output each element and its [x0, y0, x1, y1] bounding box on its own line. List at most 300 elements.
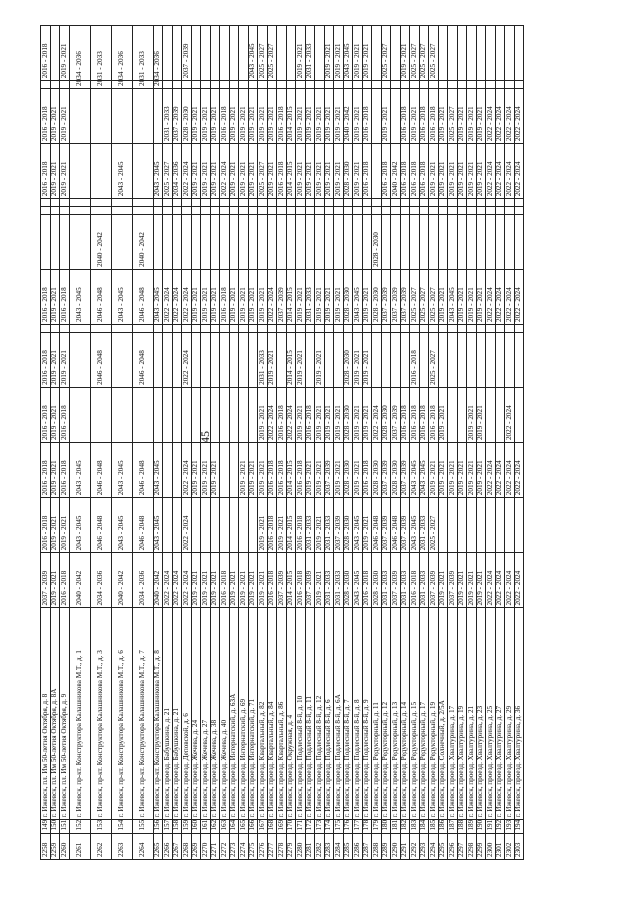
period-cell	[381, 325, 391, 333]
period-cell	[229, 443, 239, 498]
row-number-cell: 2290	[391, 833, 401, 859]
sub-number-cell: 159	[182, 820, 192, 833]
period-cell: 2031 - 2033	[419, 498, 429, 553]
period-cell: 2022 - 2024	[220, 144, 230, 199]
address-cell: г. Ижевск, проезд. Редукторный, д. 11	[372, 608, 382, 820]
period-cell	[296, 214, 306, 269]
period-cell: 2031 - 2033	[90, 81, 111, 89]
period-cell	[362, 206, 372, 214]
period-cell	[277, 214, 287, 269]
period-cell: 2019 - 2021	[60, 498, 70, 553]
period-cell: 2019 - 2021	[229, 553, 239, 608]
period-cell: 2016 - 2018	[60, 553, 70, 608]
sub-number-cell: 156	[153, 820, 163, 833]
period-cell	[172, 214, 182, 269]
period-cell: 2025 - 2027	[429, 269, 439, 324]
period-cell: 2034 - 2036	[153, 81, 163, 89]
sub-number-cell: 170	[286, 820, 296, 833]
period-cell	[391, 325, 401, 333]
period-cell: 2022 - 2024	[514, 88, 524, 143]
period-cell: 2040 - 2042	[343, 88, 353, 143]
period-cell: 2022 - 2024	[495, 553, 505, 608]
period-cell: 2031 - 2033	[305, 498, 315, 553]
table-row	[163, 26, 173, 860]
period-cell	[220, 26, 230, 81]
period-cell: 2031 - 2033	[419, 553, 429, 608]
period-cell	[495, 206, 505, 214]
period-cell: 2028 - 2030	[372, 269, 382, 324]
period-cell: 2046 - 2048	[132, 269, 153, 324]
period-cell: 2022 - 2024	[182, 144, 192, 199]
period-cell	[220, 332, 230, 387]
period-cell	[400, 199, 410, 207]
address-cell: г. Ижевск, проезд. Жечева, д. 24	[191, 608, 201, 820]
period-cell	[220, 387, 230, 442]
period-cell: 2022 - 2024	[486, 88, 496, 143]
period-cell	[153, 199, 163, 207]
row-number-cell: 2274	[239, 833, 249, 859]
row-number-cell: 2294	[429, 833, 439, 859]
period-cell: 2016 - 2018	[410, 144, 420, 199]
period-cell: 2034 - 2036	[111, 81, 132, 89]
period-cell: 2019 - 2021	[324, 88, 334, 143]
table-row	[391, 26, 401, 860]
period-cell: 2016 - 2018	[429, 88, 439, 143]
period-cell: 2019 - 2021	[296, 26, 306, 81]
period-cell: 2019 - 2021	[210, 553, 220, 608]
table-row	[172, 26, 182, 860]
table-row	[400, 26, 410, 860]
period-cell: 2016 - 2018	[60, 269, 70, 324]
period-cell	[220, 81, 230, 89]
period-cell	[153, 214, 163, 269]
period-cell: 2043 - 2045	[153, 443, 163, 498]
address-cell: г. Ижевск, проезд. Подлесный 8-й, д. 8	[353, 608, 363, 820]
table-row	[381, 26, 391, 860]
period-cell	[343, 206, 353, 214]
period-cell	[343, 325, 353, 333]
sub-number-cell: 187	[448, 820, 458, 833]
period-cell: 2046 - 2048	[372, 498, 382, 553]
period-cell	[362, 199, 372, 207]
period-cell: 2037 - 2039	[41, 553, 51, 608]
period-cell: 2019 - 2021	[239, 443, 249, 498]
sub-number-cell: 172	[305, 820, 315, 833]
period-cell: 2016 - 2018	[429, 387, 439, 442]
period-cell	[400, 81, 410, 89]
period-cell	[400, 214, 410, 269]
period-cell: 2043 - 2045	[343, 26, 353, 81]
row-number-cell: 2259	[50, 833, 60, 859]
period-cell	[258, 81, 268, 89]
period-cell	[69, 199, 90, 207]
period-cell: 2016 - 2018	[60, 443, 70, 498]
period-cell: 2043 - 2045	[410, 443, 420, 498]
table-row	[41, 26, 51, 860]
period-cell	[172, 387, 182, 442]
period-cell	[60, 214, 70, 269]
period-cell	[429, 214, 439, 269]
period-cell	[372, 332, 382, 387]
period-cell: 2016 - 2018	[305, 387, 315, 442]
period-cell: 2019 - 2021	[438, 88, 448, 143]
period-cell: 2019 - 2021	[60, 26, 70, 81]
table-row	[334, 26, 344, 860]
period-cell: 2037 - 2039	[391, 269, 401, 324]
period-cell: 2022 - 2024	[514, 553, 524, 608]
period-cell	[50, 199, 60, 207]
row-number-cell: 2263	[111, 833, 132, 859]
period-cell: 2016 - 2018	[41, 387, 51, 442]
period-cell: 2043 - 2045	[111, 498, 132, 553]
period-cell	[229, 214, 239, 269]
period-cell: 2016 - 2018	[296, 443, 306, 498]
period-cell: 2019 - 2021	[315, 269, 325, 324]
period-cell	[467, 332, 477, 387]
period-cell: 2037 - 2039	[400, 498, 410, 553]
period-cell: 2019 - 2021	[239, 269, 249, 324]
period-cell: 2022 - 2024	[486, 553, 496, 608]
period-cell	[182, 206, 192, 214]
period-cell	[220, 498, 230, 553]
period-cell: 2031 - 2033	[305, 26, 315, 81]
address-cell: г. Ижевск, проезд. Редукторный, д. 17	[419, 608, 429, 820]
period-cell	[353, 325, 363, 333]
period-cell	[438, 214, 448, 269]
period-cell: 2022 - 2024	[495, 88, 505, 143]
period-cell	[286, 325, 296, 333]
period-cell: 2016 - 2018	[410, 332, 420, 387]
period-cell: 2014 - 2015	[286, 498, 296, 553]
period-cell	[457, 206, 467, 214]
period-cell: 2016 - 2018	[277, 387, 287, 442]
period-cell	[286, 26, 296, 81]
row-number-cell: 2289	[381, 833, 391, 859]
period-cell	[476, 214, 486, 269]
period-cell	[467, 81, 477, 89]
period-cell	[505, 81, 515, 89]
period-cell	[305, 206, 315, 214]
sub-number-cell: 165	[239, 820, 249, 833]
address-cell: г. Ижевск, пл. Им 50-летия Октября, д. 8	[41, 608, 51, 820]
period-cell	[182, 81, 192, 89]
period-cell: 2016 - 2018	[410, 553, 420, 608]
period-cell	[505, 26, 515, 81]
period-cell: 2019 - 2021	[448, 443, 458, 498]
period-cell	[334, 199, 344, 207]
period-cell: 2025 - 2027	[258, 26, 268, 81]
address-cell: г. Ижевск, проезд. Квартальный, д. 86	[277, 608, 287, 820]
period-cell	[486, 332, 496, 387]
period-cell: 2016 - 2018	[362, 553, 372, 608]
period-cell: 2019 - 2021	[267, 88, 277, 143]
period-cell: 2019 - 2021	[201, 88, 211, 143]
period-cell	[248, 206, 258, 214]
period-cell: 2019 - 2021	[438, 144, 448, 199]
period-cell: 2019 - 2021	[476, 144, 486, 199]
period-cell	[258, 206, 268, 214]
period-cell: 2019 - 2021	[258, 88, 268, 143]
period-cell: 2043 - 2045	[111, 144, 132, 199]
period-cell	[381, 81, 391, 89]
period-cell	[457, 199, 467, 207]
page-number: 45	[198, 431, 212, 443]
period-cell: 2022 - 2024	[172, 269, 182, 324]
period-cell: 2019 - 2021	[457, 553, 467, 608]
sub-number-cell: 191	[486, 820, 496, 833]
period-cell: 2019 - 2021	[315, 443, 325, 498]
period-cell: 2019 - 2021	[476, 387, 486, 442]
period-cell: 2022 - 2024	[514, 269, 524, 324]
address-cell: г. Ижевск, проезд. Хвалтурина, д. 21	[467, 608, 477, 820]
period-cell	[50, 26, 60, 81]
period-cell	[495, 387, 505, 442]
period-cell	[429, 206, 439, 214]
sub-number-cell: 167	[258, 820, 268, 833]
period-cell: 2019 - 2021	[438, 443, 448, 498]
period-cell: 2019 - 2021	[315, 88, 325, 143]
period-cell: 2014 - 2015	[286, 553, 296, 608]
period-cell: 2043 - 2045	[69, 443, 90, 498]
table-row	[343, 26, 353, 860]
period-cell: 2046 - 2048	[132, 443, 153, 498]
row-number-cell: 2287	[362, 833, 372, 859]
period-cell	[486, 26, 496, 81]
period-cell	[495, 199, 505, 207]
row-number-cell: 2283	[324, 833, 334, 859]
period-cell	[410, 81, 420, 89]
period-cell: 2043 - 2045	[248, 26, 258, 81]
period-cell: 2031 - 2033	[400, 553, 410, 608]
period-cell	[248, 325, 258, 333]
address-cell: г. Ижевск, проезд. Интернатский, д. 71	[248, 608, 258, 820]
period-cell	[448, 214, 458, 269]
period-cell	[267, 325, 277, 333]
sub-number-cell: 155	[132, 820, 153, 833]
period-cell	[172, 443, 182, 498]
period-cell: 2019 - 2021	[191, 553, 201, 608]
row-number-cell: 2260	[60, 833, 70, 859]
period-cell	[324, 325, 334, 333]
sub-number-cell: 184	[419, 820, 429, 833]
address-cell: г. Ижевск, проезд. Подлесный 8-й, д. 11	[305, 608, 315, 820]
period-cell: 2016 - 2018	[419, 88, 429, 143]
period-cell: 2016 - 2018	[41, 443, 51, 498]
period-cell: 2019 - 2021	[353, 88, 363, 143]
period-cell: 2019 - 2021	[258, 553, 268, 608]
period-cell: 2019 - 2021	[324, 144, 334, 199]
period-cell	[163, 325, 173, 333]
period-cell: 2028 - 2030	[343, 498, 353, 553]
period-cell	[438, 81, 448, 89]
schedule-table	[40, 25, 524, 860]
period-cell: 2022 - 2024	[486, 443, 496, 498]
period-cell	[111, 88, 132, 143]
period-cell: 2019 - 2021	[438, 387, 448, 442]
period-cell	[495, 26, 505, 81]
sub-number-cell: 188	[457, 820, 467, 833]
period-cell	[248, 199, 258, 207]
table-row	[132, 26, 153, 860]
period-cell	[324, 206, 334, 214]
period-cell	[381, 214, 391, 269]
address-cell: г. Ижевск, пр-кт. Конструктора Калашникова М.Т., д. 7	[132, 608, 153, 820]
period-cell: 2016 - 2018	[277, 144, 287, 199]
period-cell: 2040 - 2042	[111, 553, 132, 608]
period-cell: 2037 - 2039	[391, 553, 401, 608]
period-cell	[258, 199, 268, 207]
period-cell	[111, 387, 132, 442]
period-cell: 2043 - 2045	[353, 553, 363, 608]
period-cell: 2019 - 2021	[50, 498, 60, 553]
period-cell	[448, 81, 458, 89]
period-cell: 2022 - 2024	[514, 144, 524, 199]
period-cell	[429, 81, 439, 89]
period-cell: 2016 - 2018	[267, 498, 277, 553]
row-number-cell: 2286	[353, 833, 363, 859]
table-row	[505, 26, 515, 860]
period-cell: 2022 - 2024	[172, 553, 182, 608]
period-cell: 2019 - 2021	[60, 144, 70, 199]
period-cell	[467, 498, 477, 553]
period-cell	[69, 325, 90, 333]
period-cell	[163, 387, 173, 442]
period-cell: 2016 - 2018	[419, 387, 429, 442]
table-row	[239, 26, 249, 860]
period-cell	[90, 199, 111, 207]
period-cell: 2019 - 2021	[476, 553, 486, 608]
period-cell	[486, 199, 496, 207]
period-cell	[277, 81, 287, 89]
sub-number-cell: 157	[163, 820, 173, 833]
period-cell: 2028 - 2030	[343, 553, 353, 608]
period-cell	[277, 26, 287, 81]
period-cell: 2019 - 2021	[50, 553, 60, 608]
period-cell	[163, 81, 173, 89]
period-cell	[457, 26, 467, 81]
period-cell: 2028 - 2030	[343, 269, 353, 324]
period-cell: 2016 - 2018	[381, 144, 391, 199]
address-cell: г. Ижевск, проезд. Редукторный, д. 14	[400, 608, 410, 820]
period-cell: 2019 - 2021	[60, 332, 70, 387]
period-cell: 2019 - 2021	[248, 553, 258, 608]
period-cell: 2043 - 2045	[153, 144, 163, 199]
row-number-cell: 2301	[495, 833, 505, 859]
period-cell: 2025 - 2027	[258, 144, 268, 199]
period-cell	[353, 206, 363, 214]
period-cell: 2019 - 2021	[239, 144, 249, 199]
period-cell: 2019 - 2021	[210, 88, 220, 143]
address-cell: г. Ижевск, проезд. Интернатский, д. 69	[239, 608, 249, 820]
address-cell: г. Ижевск, проезд. Подлесный 8-й, д. 9	[362, 608, 372, 820]
row-number-cell: 2276	[258, 833, 268, 859]
period-cell	[381, 206, 391, 214]
period-cell: 2016 - 2018	[220, 269, 230, 324]
sub-number-cell: 161	[201, 820, 211, 833]
sub-number-cell: 168	[267, 820, 277, 833]
period-cell	[305, 332, 315, 387]
period-cell: 2019 - 2021	[353, 26, 363, 81]
period-cell	[69, 88, 90, 143]
address-cell: г. Ижевск, проезд. Хвалтурина, д. 19	[457, 608, 467, 820]
table-row	[296, 26, 306, 860]
period-cell	[60, 206, 70, 214]
sub-number-cell: 169	[277, 820, 287, 833]
row-number-cell: 2296	[448, 833, 458, 859]
address-cell: г. Ижевск, проезд. Бабушкина, д. 21	[172, 608, 182, 820]
period-cell: 2037 - 2039	[324, 443, 334, 498]
period-cell: 2019 - 2021	[476, 88, 486, 143]
period-cell	[90, 387, 111, 442]
period-cell	[172, 199, 182, 207]
period-cell: 2028 - 2030	[381, 387, 391, 442]
period-cell	[220, 214, 230, 269]
period-cell	[372, 26, 382, 81]
sub-number-cell: 192	[495, 820, 505, 833]
period-cell	[514, 387, 524, 442]
period-cell	[267, 214, 277, 269]
period-cell	[391, 199, 401, 207]
period-cell: 2019 - 2021	[248, 144, 258, 199]
period-cell: 2019 - 2021	[258, 498, 268, 553]
period-cell	[457, 81, 467, 89]
period-cell	[391, 214, 401, 269]
period-cell	[448, 199, 458, 207]
table-row	[50, 26, 60, 860]
period-cell: 2019 - 2021	[324, 269, 334, 324]
period-cell	[267, 81, 277, 89]
period-cell	[153, 206, 163, 214]
period-cell: 2019 - 2021	[248, 443, 258, 498]
period-cell: 2022 - 2024	[495, 144, 505, 199]
period-cell: 2019 - 2021	[324, 387, 334, 442]
period-cell	[163, 199, 173, 207]
period-cell	[153, 332, 163, 387]
period-cell	[163, 332, 173, 387]
address-cell: г. Ижевск, проезд. Интернатский, д. 63А	[229, 608, 239, 820]
period-cell: 2022 - 2024	[182, 443, 192, 498]
period-cell: 2046 - 2048	[90, 269, 111, 324]
period-cell	[172, 206, 182, 214]
period-cell: 2019 - 2021	[201, 144, 211, 199]
period-cell: 2016 - 2018	[220, 88, 230, 143]
period-cell: 2014 - 2015	[286, 443, 296, 498]
period-cell: 2022 - 2024	[182, 553, 192, 608]
period-cell	[210, 199, 220, 207]
period-cell: 2019 - 2021	[201, 553, 211, 608]
sub-number-cell: 154	[111, 820, 132, 833]
period-cell	[60, 199, 70, 207]
period-cell	[277, 325, 287, 333]
period-cell: 2016 - 2018	[267, 443, 277, 498]
table-row	[182, 26, 192, 860]
period-cell	[210, 498, 220, 553]
sub-number-cell: 190	[476, 820, 486, 833]
period-cell	[296, 81, 306, 89]
sub-number-cell: 171	[296, 820, 306, 833]
period-cell: 2019 - 2021	[315, 553, 325, 608]
period-cell	[486, 206, 496, 214]
period-cell	[495, 332, 505, 387]
row-number-cell: 2265	[153, 833, 163, 859]
period-cell	[182, 387, 192, 442]
sub-number-cell: 181	[391, 820, 401, 833]
period-cell	[305, 325, 315, 333]
period-cell	[400, 332, 410, 387]
period-cell: 2037 - 2039	[305, 553, 315, 608]
period-cell	[419, 332, 429, 387]
period-cell	[239, 206, 249, 214]
